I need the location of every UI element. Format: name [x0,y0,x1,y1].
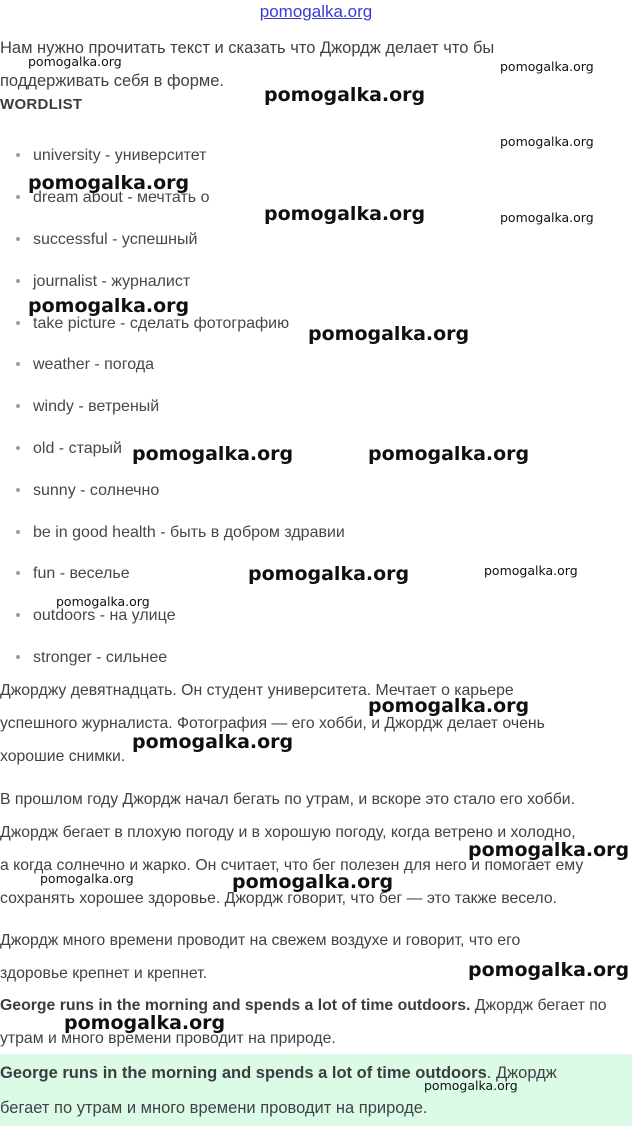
intro-line: Нам нужно прочитать текст и сказать что Джордж делает что бы [0,39,495,57]
bullet-icon [16,153,20,157]
paragraph-line: Джордж много времени проводит на свежем воздухе и говорит, что его [0,932,521,949]
watermark: pomogalka.org [468,959,630,981]
bullet-icon [16,237,20,241]
paragraph-line: здоровье крепнет и крепнет. [0,965,208,982]
answer-text: бегает по утрам и много времени проводит на природе. [0,1099,428,1117]
intro-line: поддерживать себя в форме. [0,72,224,90]
answer-bold: George runs in the morning and spends a lot of time outdoors. [0,997,471,1014]
watermark: pomogalka.org [40,871,134,886]
watermark: pomogalka.org [468,839,630,861]
list-item: old - старый [16,440,122,458]
answer-bold: George runs in the morning and spends a lot of time outdoors [0,1064,487,1082]
list-item: journalist - журналист [16,273,190,291]
list-item: university - университет [16,147,206,165]
list-item: windy - ветреный [16,398,159,416]
watermark: pomogalka.org [484,563,578,578]
paragraph-line: В прошлом году Джордж начал бегать по утрам, и вскоре это стало его хобби. [0,791,575,808]
answer-text: . Джордж [486,1064,557,1082]
watermark: pomogalka.org [368,695,530,717]
watermark: pomogalka.org [424,1078,518,1093]
watermark: pomogalka.org [28,54,122,69]
watermark: pomogalka.org [368,443,530,465]
watermark: pomogalka.org [64,1012,226,1034]
list-item: sunny - солнечно [16,482,159,500]
paragraph-line: Джордж бегает в плохую погоду и в хорошую погоду, когда ветрено и холодно, [0,824,576,841]
list-item: successful - успешный [16,231,197,249]
list-item: take picture - сделать фотографию [16,315,289,333]
wordlist-heading: WORDLIST [0,96,83,113]
watermark: pomogalka.org [132,443,294,465]
paragraph-line: а когда солнечно и жарко. Он считает, что бег полезен для него и помогает ему [0,857,584,874]
watermark: pomogalka.org [500,134,594,149]
bullet-icon [16,571,20,575]
watermark: pomogalka.org [232,871,394,893]
bullet-icon [16,362,20,366]
bullet-icon [16,321,20,325]
watermark: pomogalka.org [308,323,470,345]
answer-text: Джордж бегает по [470,997,607,1014]
list-item: be in good health - быть в добром здравии [16,524,345,542]
watermark: pomogalka.org [28,295,190,317]
list-item: dream about - мечтать о [16,189,209,207]
bullet-icon [16,446,20,450]
watermark: pomogalka.org [248,563,410,585]
watermark: pomogalka.org [500,210,594,225]
site-link[interactable]: pomogalka.org [259,2,373,21]
bullet-icon [16,530,20,534]
paragraph-line: успешного журналиста. Фотография — его хобби, и Джордж делает очень [0,715,545,732]
watermark: pomogalka.org [132,731,294,753]
watermark: pomogalka.org [264,84,426,106]
bullet-icon [16,488,20,492]
bullet-icon [16,279,20,283]
list-item: fun - веселье [16,565,130,583]
paragraph-line: сохранять хорошее здоровье. Джордж говорит, что бег — это также весело. [0,890,557,907]
watermark: pomogalka.org [28,172,190,194]
bullet-icon [16,613,20,617]
list-item: weather - погода [16,356,154,374]
bullet-icon [16,195,20,199]
watermark: pomogalka.org [264,203,426,225]
watermark: pomogalka.org [500,59,594,74]
watermark: pomogalka.org [56,594,150,609]
paragraph-line: хорошие снимки. [0,748,126,765]
list-item: stronger - сильнее [16,649,167,667]
bullet-icon [16,655,20,659]
answer-text: утрам и много времени проводит на природе. [0,1030,336,1047]
paragraph-line: Джорджу девятнадцать. Он студент университета. Мечтает о карьере [0,682,514,699]
list-item: outdoors - на улице [16,607,175,625]
bullet-icon [16,404,20,408]
